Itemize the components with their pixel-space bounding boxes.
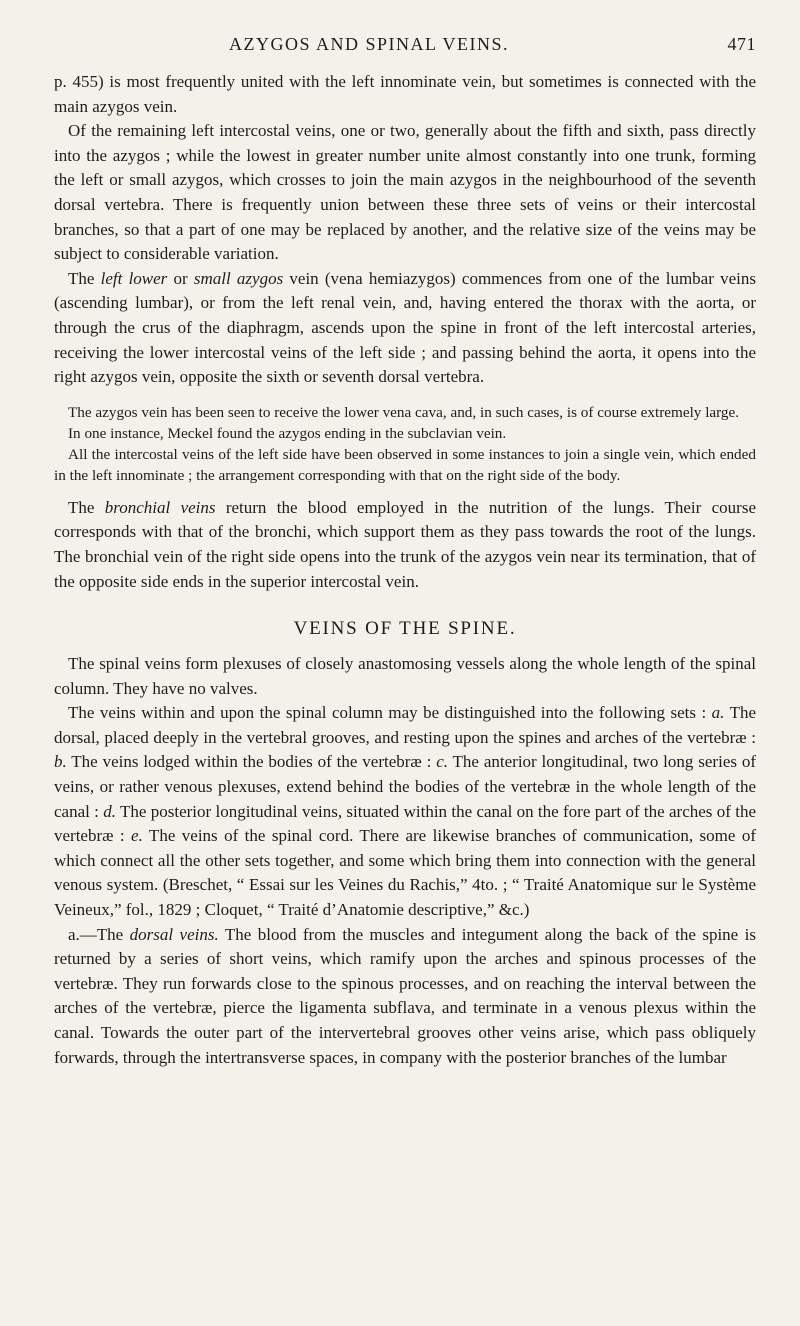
section-heading: VEINS OF THE SPINE.	[293, 618, 517, 640]
running-title: AZYGOS AND SPINAL VEINS.	[229, 34, 510, 54]
term-dorsal-veins: dorsal veins.	[129, 924, 219, 944]
paragraph-left-lower-azygos: The left lower or small azygos vein (vena hemiazygos) commences from one of the lumbar veins (ascending lumbar), or from the left renal vein, and, having entered the thorax with the aorta, or through the crus of the diaphragm, ascends upon the spine in front of the left intercostal arteries, receiving the lower intercostal veins of the left side ; and passing behind the aorta, it opens into the right azygos vein, opposite the sixth or seventh dorsal vertebra.	[54, 268, 756, 387]
paragraph-continuation: p. 455) is most frequently united with the left innominate vein, but sometimes is connected with the main azygos vein.	[54, 72, 756, 116]
notes-small-print	[54, 402, 756, 486]
paragraph-spinal-sets: The veins within and upon the spinal column may be distinguished into the following sets : a. The dorsal, placed deeply in the vertebral grooves, and resting upon the spines and arches of the vertebræ : b. The veins lodged within the bodies of the vertebræ : c. The anterior longitudinal, two long series of veins, or rather venous plexuses, extend behind the bodies of the vertebræ in the whole length of the canal : d. The posterior longitudinal veins, situated within the canal on the fore part of the arches of the vertebræ : e. The veins of the spinal cord. There are likewise branches of communication, some of which connect all the other sets together, and some which bring them into connection with the general venous system. (Breschet, “ Essai sur les Veines du Rachis,” 4to. ; “ Traité Anatomique sur le Système Veineux,” fol., 1829 ; Cloquet, “ Traité d’Anatomie descriptive,” &c.)	[54, 703, 757, 920]
term-small-azygos: small azygos	[193, 268, 284, 288]
note-vena-cava: The azygos vein has been seen to receive the lower vena cava, and, in such cases, is of course extremely large.	[68, 403, 740, 421]
paragraph-left-intercostal-veins: Of the remaining left intercostal veins, one or two, generally about the fifth and sixth, pass directly into the azygos ; while the lowest in greater number unite almost constantly into one trunk, forming the left or small azygos, which crosses to join the main azygos in the neighbourhood of the seventh dorsal vertebra. There is frequently union between these three sets of veins or their intercostal branches, so that a part of one may be replaced by another, and the relative size of the veins may be subject to considerable variation.	[54, 121, 756, 264]
note-left-intercostal: All the intercostal veins of the left side have been observed in some instances to join a single vein, which ended in the left innominate ; the arrangement corresponding with that on the right side of the body.	[54, 445, 756, 484]
paragraph-spinal-intro: The spinal veins form plexuses of closely anastomosing vessels along the whole length of the spinal column. They have no valves.	[54, 654, 756, 698]
paragraph-bronchial-veins: The bronchial veins return the blood employed in the nutrition of the lungs. Their course corresponds with that of the bronchi, which support them as they pass towards the root of the lungs. The bronchial vein of the right side opens into the trunk of the azygos vein near its termination, that of the opposite side ends in the superior intercostal vein.	[54, 497, 756, 591]
running-header	[54, 34, 756, 62]
page-number: 471	[727, 34, 756, 54]
term-bronchial-veins: bronchial veins	[104, 497, 216, 517]
term-left-lower: left lower	[100, 268, 168, 288]
note-meckel: In one instance, Meckel found the azygos ending in the subclavian vein.	[68, 424, 507, 442]
paragraph-dorsal-veins: a.—The dorsal veins. The blood from the muscles and integument along the back of the spine is returned by a series of short veins, which ramify upon the arches and spinous processes of the vertebræ. They run forwards close to the spinous processes, and on reaching the interval between the arches of the vertebræ, pierce the ligamenta subflava, and terminate in a venous plexus within the canal. Towards the outer part of the intervertebral grooves other veins arise, which pass obliquely forwards, through the intertransverse spaces, in company with the posterior branches of the lumbar	[54, 924, 756, 1067]
